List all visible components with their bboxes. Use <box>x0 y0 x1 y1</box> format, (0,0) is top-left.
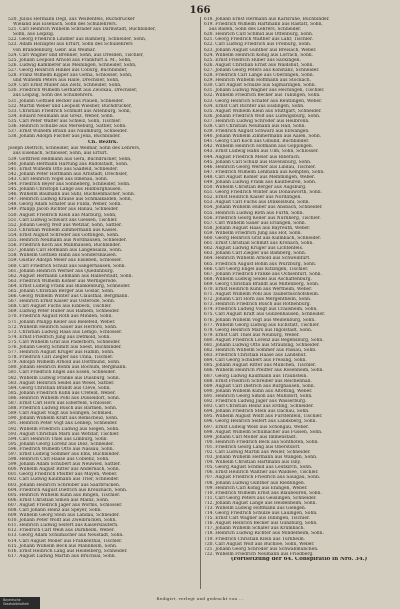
text-line: 562. August Hermann Lehmann aus Halberstadt, Sohn. <box>8 273 133 279</box>
text-line: 672. Johann Carl Horn aus Mergentheim, Sohn. <box>204 297 312 303</box>
library-logo <box>0 597 40 609</box>
text-line: 568. Carl August Fuchs aus Einbeck, Tischler. <box>8 304 112 310</box>
text-line: 651. Georg Friedrich Winter aus Donauwörth, Sohn. <box>204 190 322 196</box>
text-line: 669. Georg Christian Brandt aus Miltenberg, Sohn. <box>204 281 320 287</box>
text-line: 718. Heinrich Ludwig Richter aus Mindelheim, Sohn. <box>204 531 324 537</box>
text-line: 667. Johann Friedrich Franke aus Ochsenfurt, Sohn. <box>204 271 322 277</box>
text-line: 665. Friedrich August Böhm aus Würzburg, Sohn. <box>204 261 317 267</box>
text-line: 645. Johann Carl Schulz aus Ravensburg, Sohn. <box>204 159 312 165</box>
text-line: 523. Adam Holzapfel aus Erfurt, Sohn des Schullehrers <box>8 42 133 48</box>
text-line: 605. Heinrich Wilhelm Kuhn aus Bingen, Tischler. <box>8 492 121 498</box>
text-line: 574. Ernst Friedrich Jung aus Detmold, Sohn. <box>8 334 111 340</box>
text-line: 571. Johann Philipp Keller aus Bielefeld, Weber. <box>8 319 116 325</box>
page-footer: Redigirt, verlegt und gedruckt von ... <box>156 596 244 601</box>
text-line: 527. Georg Heinrich Hinkel aus Coburg, Buchbinder, <box>8 67 128 73</box>
text-line: 608. Carl Johann Heinz aus Speyer, Sohn. <box>8 508 102 513</box>
text-line: 686. Wilhelm Heinrich Pfeiffer aus Rosenheim, Sohn. <box>204 368 324 374</box>
text-line: 557. Johann Carl Hofmann aus Langensalza, Sohn. <box>8 248 123 254</box>
text-line: 545. Johann Christoph Lange aus Hildburghausen. <box>8 187 123 193</box>
text-line: 621. Georg Friedrich Walther aus Lahr, Tischler. <box>204 37 313 43</box>
text-line: 679. Ernst Carl Thiel aus Neuburg, Weber. <box>204 332 300 338</box>
text-line: 644. August Friedrich Meier aus Biberach. <box>204 154 301 160</box>
logo-line-1: Bayerische <box>3 598 21 602</box>
text-line: 559. Gustav Adolph Meier aus Eisleben, Schlosser. <box>8 258 123 264</box>
text-line: 576. Johann Georg Schmitt aus Soest, Buchbinder. <box>8 345 122 350</box>
text-line: 575. Carl Wilhelm Graf aus Paderborn, Schneider. <box>8 339 121 345</box>
text-line: 675. Carl August Kraft aus Gunzenhausen, Schneider. <box>204 312 326 318</box>
text-line: 570. Friedrich August Roth aus Minden, Sohn. <box>8 314 113 320</box>
text-line: 555. Heinrich Neumann aus Nordhausen, Schneider. <box>8 238 127 244</box>
text-line: 600. Wilhelm August Ritter aus Andernach, Sohn. <box>8 467 120 473</box>
text-line: 696. Georg Heinrich Seifert aus Landsberg, Sohn. <box>204 419 317 425</box>
text-line: 722. Wilhelm Friedrich Neumann aus Friedberg. <box>204 551 314 557</box>
text-line: 626. August Christian Ernst aus Waldshut, Sohn. <box>204 62 314 68</box>
text-line: 703. Johann Wilhelm Hermann aus Wangen, Sohn. <box>204 455 318 461</box>
text-line: 629. Heinrich Wilhelm Hoffmann aus Stockach. <box>204 78 312 84</box>
text-line: 589. Carl August Voigt aus Solingen, Schmied. <box>8 411 113 417</box>
text-line: 720. Carl August Wolf aus Buchloe, Sohn, Weber. <box>204 541 315 547</box>
text-line: 673. Heinrich Friedrich Busch aus Rothenburg. <box>204 302 312 308</box>
text-line: 521. Carl Heinrich Wilhelm Schrader aus Darmstadt, Buchbinder, <box>8 27 156 33</box>
text-line: aus Baden, Sohn des Lehrers, Schneider. <box>209 27 302 33</box>
text-line: und Wilhelm Peters aus Halle, Drechsler, Sohn, <box>13 78 120 84</box>
text-line: 604. Friedrich August Dietrich aus Kreuznach, Sohn. <box>8 487 128 493</box>
text-line: 556. Friedrich Koch aus Mühlhausen, Buchbinder. <box>8 243 121 249</box>
text-line: 611. Heinrich Ludwig Seifert aus Kaiserslautern. <box>8 523 119 529</box>
text-line: 603. Johann Heinrich Schreiber aus Saarbrücken. <box>8 482 121 488</box>
continuation-note: (Fortsetzung der 64. Conspiratio in Nro. 34.) <box>230 556 368 562</box>
text-line: 637. Heinrich Ludwig Schröder aus Heilbronn. <box>204 118 310 124</box>
text-line: 691. Heinrich Georg Simon aus Mühldorf, Sohn. <box>204 393 313 399</box>
text-line: 565. Johann Christian Berger aus Goslar, Sohn. <box>8 288 115 294</box>
text-line: 581. Carl Friedrich Engel aus Essen, Schneider. <box>8 370 116 376</box>
text-line: 692. Friedrich Ludwig Jäger aus Wasserburg. <box>204 399 307 405</box>
text-line: 577. Heinrich August Krüger aus Hamm, Sohn. <box>8 350 115 356</box>
text-line: 671. August Wilhelm Pohl aus Tauberbischofsheim. <box>204 292 320 298</box>
text-line: 614. Carl August Möller aus Frankenthal, Tischler. <box>8 538 123 544</box>
text-line: 700. Heinrich Friedrich Beck aus Sonthofen, Sohn. <box>204 439 319 445</box>
text-line: 638. Carl Christian Neumann aus Hall, Sohn. <box>204 123 306 129</box>
text-line: 617. August Ludwig Martin aus Bruchsal, Sohn. <box>8 553 116 559</box>
text-line: 648. Carl August Köhler aus Memmingen, Weber. <box>204 174 316 180</box>
column-divider <box>200 17 201 589</box>
text-line: 707. August Friedrich Friedrich aus Saulgau, Sohn. <box>204 475 321 481</box>
text-line: 643. Ernst Ludwig Hahn aus Ulm, Sohn, Schlosser. <box>204 149 319 155</box>
text-line: 546. Wilhelm Baumann aus Suhl, Büchsenmacher, Sohn. <box>8 192 136 198</box>
text-line: 633. Georg Heinrich Schäfer aus Reutlingen, Weber. <box>204 98 323 104</box>
text-line: 532. Martin Weber und Leopold Wiesner, Buchdrucker, <box>8 103 132 109</box>
text-line: 715. Ernst Carl Wagner aus Dillingen, Tischler. <box>204 516 310 522</box>
text-line: 578. Friedrich Carl Ziegler aus Unna, Tischler. <box>8 355 114 361</box>
text-line: 649. Johann Ludwig Frank aus Kaufbeuren, Sohn. <box>204 180 317 185</box>
text-line: 599. Johann Adam Schubert aus Neuwied, Sattler. <box>8 462 121 468</box>
text-line: 646. Heinrich Georg Werner aus Lindau, Tischler. <box>204 164 316 170</box>
text-line: 615. Johann Wilhelm Beck aus Mannheim, Sohn. <box>8 543 118 549</box>
text-line: 702. Carl Ludwig Martin aus Weiler, Schneider. <box>204 449 311 455</box>
text-line: 714. Georg Friedrich Schulze aus Lauingen, Sohn. <box>204 511 318 517</box>
text-line: 520. Julius Hermann Degl, aus Weißenfels, Buchdrucker <box>8 17 135 22</box>
text-line: 531. Johann Gottlieb Becker aus Plauen, Schneider. <box>8 98 125 104</box>
text-line: 535. Carl Peter Walter aus Schleiz, Sohn, Tischler. <box>8 118 122 124</box>
text-line: 528. Franz Wilhelm Kipper aus Gotha, Schlosser, Sohn, <box>8 73 133 79</box>
text-line: 607. August Friedrich Jäger aus Worms, Schlosser. <box>8 502 123 508</box>
text-line: 580. Johann Heinrich Böhm aus Bochum, Bergmann. <box>8 365 127 371</box>
text-line: 641. Georg Carl Koch aus Gmünd, Buchbinder. <box>204 139 310 145</box>
text-line: 618. Johann Ernst Hermann aus Karlsruhe, Buchbinder. <box>204 17 330 22</box>
text-line: 551. Carl Ludwig Schwarz aus Giessen, Tischler. <box>8 217 118 223</box>
text-line: 688. Ernst Friedrich Schreiber aus Reichenhall. <box>204 378 312 384</box>
text-line: 635. August Wilhelm Klein aus Stuttgart, Schneider. <box>204 108 322 114</box>
text-line: 552. Johann Georg Wolf aus Wetzlar, Sohn, Sattler. <box>8 222 123 228</box>
text-line: 659. Wilhelm Friedrich Jung aus Hof, Sohn. <box>204 230 302 236</box>
text-line: 689. August Carl Dietrich aus Burghausen, Sohn. <box>204 383 316 389</box>
text-line: 543. Carl Heinrich Vogel aus Ilmenau, Sohn. <box>8 176 109 182</box>
text-line: 534. Eduard Neumann aus Greiz, Weber, Sohn. <box>8 113 114 119</box>
text-line: 680. August Friedrich Lorenz aus Regensburg, Sohn. <box>204 337 324 343</box>
text-line: 584. Georg Christian Brandt aus Cleve, Sohn. <box>8 385 111 391</box>
text-line: 601. Georg Friedrich Pfeiffer aus Mayen, Weber. <box>8 472 118 478</box>
text-line: aus Leipzig, Sohn des Schullehrers. <box>13 93 94 99</box>
page-number: 166 <box>189 5 211 16</box>
text-line: 610. Johann Peter Wolff aus Zweibrücken, Sohn. <box>8 518 117 524</box>
text-line: 695. Wilhelm August Wolff aus Fürstenfeld, Tischler. <box>204 414 323 420</box>
text-line: 594. Carl Heinrich Thiel aus Limburg, Sohn. <box>8 436 108 442</box>
text-line: 595. Johann Georg Lorenz aus Diez, Schneider. <box>8 441 115 447</box>
text-line: 572. Wilhelm Heinrich Sauer aus Herford, Sohn. <box>8 324 118 330</box>
text-line: 719. Friedrich Christian Klein aus Türkheim. <box>204 536 306 542</box>
text-line: 652. Ernst Heinrich Kaiser aus Nördlingen. <box>204 195 302 201</box>
text-line: von Brandenburg, Gebr. aus Weimar. <box>13 47 96 53</box>
text-line: 668. Wilhelm Ludwig Seidel aus Aschaffenburg. <box>204 276 312 282</box>
text-line: 685. Johann August Ritter aus München, Tischler. <box>204 363 317 369</box>
text-line: 683. Friedrich Christian Haase aus Landshut. <box>204 353 307 359</box>
text-line: 716. August Heinrich Becker aus Günzburg, Sohn. <box>204 521 318 527</box>
text-line: 598. Heinrich Carl Haase aus Coblenz, Sohn. <box>8 457 110 463</box>
text-line: 609. Wilhelm Georg Stein aus Landau, Schneider. <box>8 513 120 519</box>
text-line: 640. Johann Wilhelm Zimmermann aus Aalen, Sohn. <box>204 134 322 140</box>
text-line: 655. Heinrich Ludwig Roth aus Fürth, Sohn. <box>204 210 304 216</box>
text-line: 538. Johann Adolph Fischer aus Jena, Buchbinder. <box>8 134 121 140</box>
text-line: 586. Heinrich Wilhelm Pohl aus Düsseldorf, Sohn. <box>8 395 121 401</box>
text-line: 636. Johann Friedrich Wolf aus Ludwigsburg, Sohn. <box>204 113 321 119</box>
text-line: 653. August Carl Fuchs aus Dinkelsbühl, Sohn. <box>204 200 310 206</box>
text-line: 548. Georg Adam Schäfer aus Fulda, Weber, Sohn. <box>8 202 122 208</box>
text-line: 639. Friedrich August Schwarz aus Ellwangen. <box>204 129 310 135</box>
text-line: 525. Johann Leopold Arnold aus Frankfurt a. M., Sohn, <box>8 57 132 63</box>
text-line: 701. Friedrich Georg Lang aus Oberstdorf. <box>204 444 301 450</box>
text-line: 706. Ernst Heinrich Walther aus Waldsee, Tischler. <box>204 470 319 476</box>
text-line: 566. Georg Wilhelm Winter aus Clausthal, Bergmann. <box>8 294 129 300</box>
text-line: 533. Christian Friedrich Schmidt aus Altenburg, Sohn, <box>8 108 132 114</box>
text-line: 623. Johann August Günther aus Breisach, Weber. <box>204 47 317 53</box>
text-line: 612. Friedrich Carl Weiß aus Dürkheim, Weber. <box>8 528 115 534</box>
text-line: 530. Friedrich Wilhelm Gerhardt aus Zwickau, Drechsler, <box>8 88 138 94</box>
text-line: 710. Friedrich Wilhelm Ernst aus Blaubeuren, Sohn. <box>204 490 322 496</box>
text-line: 547. Heinrich Ludwig Krause aus Schmalkalden, Sohn, <box>8 197 133 203</box>
text-line: 560. Carl Friedrich Schulz aus Sangerhausen, Sohn. <box>8 263 126 269</box>
logo-line-2: Staatsbibliothek <box>3 601 29 606</box>
text-line: 631. Johann Ludwig Wagner aus Hechingen, Tischler. <box>204 88 325 94</box>
text-line: 647. Friedrich Wilhelm Lehmann aus Kempten, Sohn. <box>204 169 325 175</box>
text-line: 670. Ernst Heinrich Kühn aus Wertheim, Weber. <box>204 286 313 292</box>
text-line: 554. Ernst August Schröder aus Göttingen, Sohn. <box>8 232 120 238</box>
text-line: 678. Georg Heinrich Marx aus Ingolstadt, Sohn. <box>204 327 313 333</box>
text-line: 606. Ernst Christian Simon aus Mainz, Sohn. <box>8 497 110 503</box>
text-line: aus Eisenach, Schlosser, Sohn, aus Erfurt. <box>13 151 108 157</box>
text-line: 591. Heinrich Peter Vogt aus Lennep, Schneider. <box>8 421 118 427</box>
text-line: 705. Georg August Schmid aus Leutkirch, Sohn. <box>204 465 313 471</box>
text-line: 529. Carl Ernst Müller aus Zeitz, Schneider, Sohn, <box>8 83 122 89</box>
text-line: 711. Carl Georg Peters aus Geislingen, Schneider. <box>204 495 317 501</box>
text-line: 654. Johann Wilhelm Huber aus Ansbach, Schneider. <box>204 205 323 211</box>
text-line: 624. Wilhelm Heinrich König aus Lörrach, Sohn. <box>204 52 314 58</box>
text-line: 698. August Wilhelm Schumacher aus Füssen, Sohn. <box>204 429 323 435</box>
text-line: 708. Johann Ludwig Günther aus Riedlingen. <box>204 480 306 486</box>
text-line: Sohn, aus Leipzig. <box>13 32 55 38</box>
text-line: 616. Ernst Heinrich Lang aus Heidelberg, Schneider. <box>8 548 128 554</box>
text-line: 682. Heinrich Wilhelm Sommer aus Passau, Sohn. <box>204 348 317 354</box>
text-line: 613. Georg Adam Schumacher aus Neustadt, Sohn. <box>8 533 124 539</box>
text-line: 663. Johann Carl Ziegler aus Bamberg, Sohn. <box>204 251 307 257</box>
text-line: 620. Heinrich Carl Schmid aus Offenburg, Sohn. <box>204 32 314 38</box>
text-line: 579. Adolph Wilhelm Arnold aus Dortmund, Sohn. <box>8 360 121 366</box>
text-line: 524. Carl Wagner und Brenner, Sohn, aus Dresden, Tischler, <box>8 52 144 58</box>
text-line: 588. Friedrich Ludwig Busch aus Barmen, Sohn. <box>8 406 118 412</box>
right-column <box>204 17 394 597</box>
text-line: 573. Christian Ludwig Haas aus Lemgo, Schlosser. <box>8 329 123 335</box>
text-line: 704. Wilhelm Christian Hartmann aus Isny. <box>204 460 301 466</box>
text-line: 602. Carl Ludwig Kaufmann aus Trier, Schneider. <box>8 477 120 483</box>
text-line: 537. Ernst Wilhelm Braun aus Naumburg, Schneider. <box>8 129 128 135</box>
text-line: 558. Wilhelm Gottlieb Hahn aus Sondershausen. <box>8 253 118 259</box>
text-line: 522. Georg Friedrich Lindner aus Bamberg, Schneider, Sohn, <box>8 37 147 43</box>
text-line: 681. Johann Ludwig Otto aus Straubing, Schneider. <box>204 343 320 348</box>
text-line: 650. Wilhelm Christian Berger aus Augsburg. <box>204 185 307 191</box>
text-line: 627. Johann Georg Peters aus Konstanz, Schneider. <box>204 67 320 73</box>
text-line: 553. Christian Wilhelm Zimmermann aus Kassel. <box>8 227 118 233</box>
text-line: 561. Johann Heinrich Werner aus Quedlinburg. <box>8 268 115 274</box>
text-line: 674. Friedrich Ludwig Voigt aus Crailsheim, Sohn. <box>204 307 318 313</box>
text-line: 585. Johann Friedrich Kühn aus Crefeld, Weber. <box>8 390 116 396</box>
section-heading: Ch. Bezirk. <box>87 140 119 146</box>
text-line: 564. Ernst Ludwig Frank aus Blankenburg, Schneider. <box>8 283 131 289</box>
text-line: 694. Johann Friedrich Stein aus Dachau, Sohn. <box>204 409 310 415</box>
text-line: 563. Friedrich Wilhelm Köhler aus Wernigerode. <box>8 278 118 284</box>
text-line: 587. Ernst Carl Horn aus Elberfeld, Schlosser. <box>8 401 113 407</box>
text-line: 539. Gottfried Hellmann aus Gera, Buchdrucker, Sohn, <box>8 156 132 162</box>
text-line: 544. Friedrich Beyer aus Sonneberg, Schneider, Sohn. <box>8 182 131 187</box>
text-line: 630. Carl August Schulze aus Sigmaringen, Sohn. <box>204 83 317 89</box>
text-line: 567. Heinrich Ernst Kaiser aus Osterode, Sohn. <box>8 299 116 305</box>
text-line: 593. August Christian Marx aus Wetzlar, Tischler. <box>8 431 120 437</box>
text-line: 713. Wilhelm Ludwig Hoffmann aus Giengen. <box>204 506 307 511</box>
text-line: 664. Heinrich Wilhelm Arnold aus Schweinfurt. <box>204 256 311 262</box>
text-line: 684. Carl Georg Schubert aus Freising, Sohn. <box>204 358 307 364</box>
text-line: 634. Ernst Carl Richter aus Esslingen, Sohn. <box>204 103 305 109</box>
text-line: 690. Johann Wilhelm Kuhn aus Altötting, Weber. <box>204 388 313 394</box>
text-line: 721. Johann Georg Schröder aus Schwabmünchen. <box>204 546 319 552</box>
text-line: 687. Georg Ludwig Kaufmann aus Traunstein. <box>204 373 308 379</box>
text-line: 712. Johann August Lange aus Heidenheim, Sohn. <box>204 500 317 506</box>
text-line: 656. Friedrich Georg Keller aus Nürnberg, Tischler. <box>204 215 321 221</box>
text-line: 632. Wilhelm Friedrich Becker aus Tübingen, Sohn. <box>204 93 321 99</box>
text-line: 526. Ludwig Kämmerer aus Meiningen, Schneider, Sohn, <box>8 62 137 68</box>
text-line: 619. Friedrich Wilhelm Hartmann aus Rastatt, Sohn, <box>204 22 323 28</box>
text-line: 660. Georg Heinrich Graf aus Kulmbach, Schneider. <box>204 236 322 242</box>
text-line: 592. Wilhelm Friedrich Ludwig aus Siegen, Sohn. <box>8 426 120 432</box>
text-line: 676. Johann Wilhelm Vogt aus Weißenburg, Sohn. <box>204 317 316 323</box>
text-line: Joseph Dietrich, Schneider, aus Weimar, Sohn des Lehrers, <box>8 146 141 152</box>
text-line: 697. Ernst Ludwig Weiß aus Schongau, Weber. <box>204 424 310 430</box>
text-line: 677. Wilhelm Georg Ludwig aus Eichstätt, Tischler. <box>204 322 320 328</box>
text-line: 622. Carl Ludwig Friedrich aus Freiburg, Sohn. <box>204 42 312 48</box>
text-line: 628. Friedrich Carl Lange aus Überlingen, Sohn. <box>204 73 314 79</box>
text-line: 590. Johann Wilhelm Kraft aus Remscheid, Sohn. <box>8 416 119 422</box>
text-line: 625. Ernst Friedrich Huber aus Säckingen. <box>204 57 301 63</box>
text-line: 642. Wilhelm Heinrich Hofmann aus Göppingen. <box>204 144 314 150</box>
text-line: 582. Wilhelm Ludwig Franke aus Duisburg, Sohn. <box>8 375 121 381</box>
text-line: 549. Philipp Jacob Richter aus Hanau, Schneider. <box>8 207 119 213</box>
text-line: 657. Carl Wilhelm Sauer aus Erlangen, Sohn. <box>204 220 307 226</box>
text-line: 666. Carl Georg Engel aus Kitzingen, Tischler. <box>204 266 309 272</box>
text-line: Wieland aus Eisenach, Sohn des Schullehrers. <box>13 22 118 28</box>
text-line: 596. Friedrich Wilhelm Otto aus Nassau, Sohn. <box>8 446 115 452</box>
text-line: 661. Ernst Christian Schmitt aus Kronach, Sohn. <box>204 241 314 247</box>
text-line: 658. Johann August Haas aus Bayreuth, Weber. <box>204 225 311 231</box>
text-line: 541. Ernst Wilhelm Otto aus Saalfeld, Schneider. <box>8 166 118 172</box>
text-line: 583. August Heinrich Seidel aus Wesel, Sattler. <box>8 380 115 386</box>
text-line: 569. Ludwig Peter Huber aus Hameln, Schneider. <box>8 309 120 315</box>
left-column <box>8 17 198 597</box>
text-line: 717. Johann Wilhelm Schäfer aus Krumbach. <box>204 526 305 532</box>
text-line: 662. August Ludwig Krüger aus Lichtenfels. <box>204 246 304 252</box>
text-line: 540. Johann Hermann Hartung aus Rudolstadt, Sohn. <box>8 161 129 167</box>
text-line: 709. Heinrich Carl König aus Ehingen, Weber. <box>204 485 308 491</box>
text-line: 693. Carl Christian Heinz aus Erding, Schneider. <box>204 404 314 410</box>
text-line: 536. Heinrich Schulze aus Merseburg, Sattler, Sohn. <box>8 123 127 129</box>
text-line: 542. Johann Peter Hoffmann aus Arnstadt, Drechsler, <box>8 171 128 177</box>
text-line: 597. Ernst Ludwig Sommer aus Ems, Buchbinder. <box>8 451 120 457</box>
text-line: 550. August Friedrich Klein aus Marburg, Sohn, <box>8 212 117 218</box>
text-line: 699. Johann Carl Möller aus Immenstadt. <box>204 434 297 440</box>
